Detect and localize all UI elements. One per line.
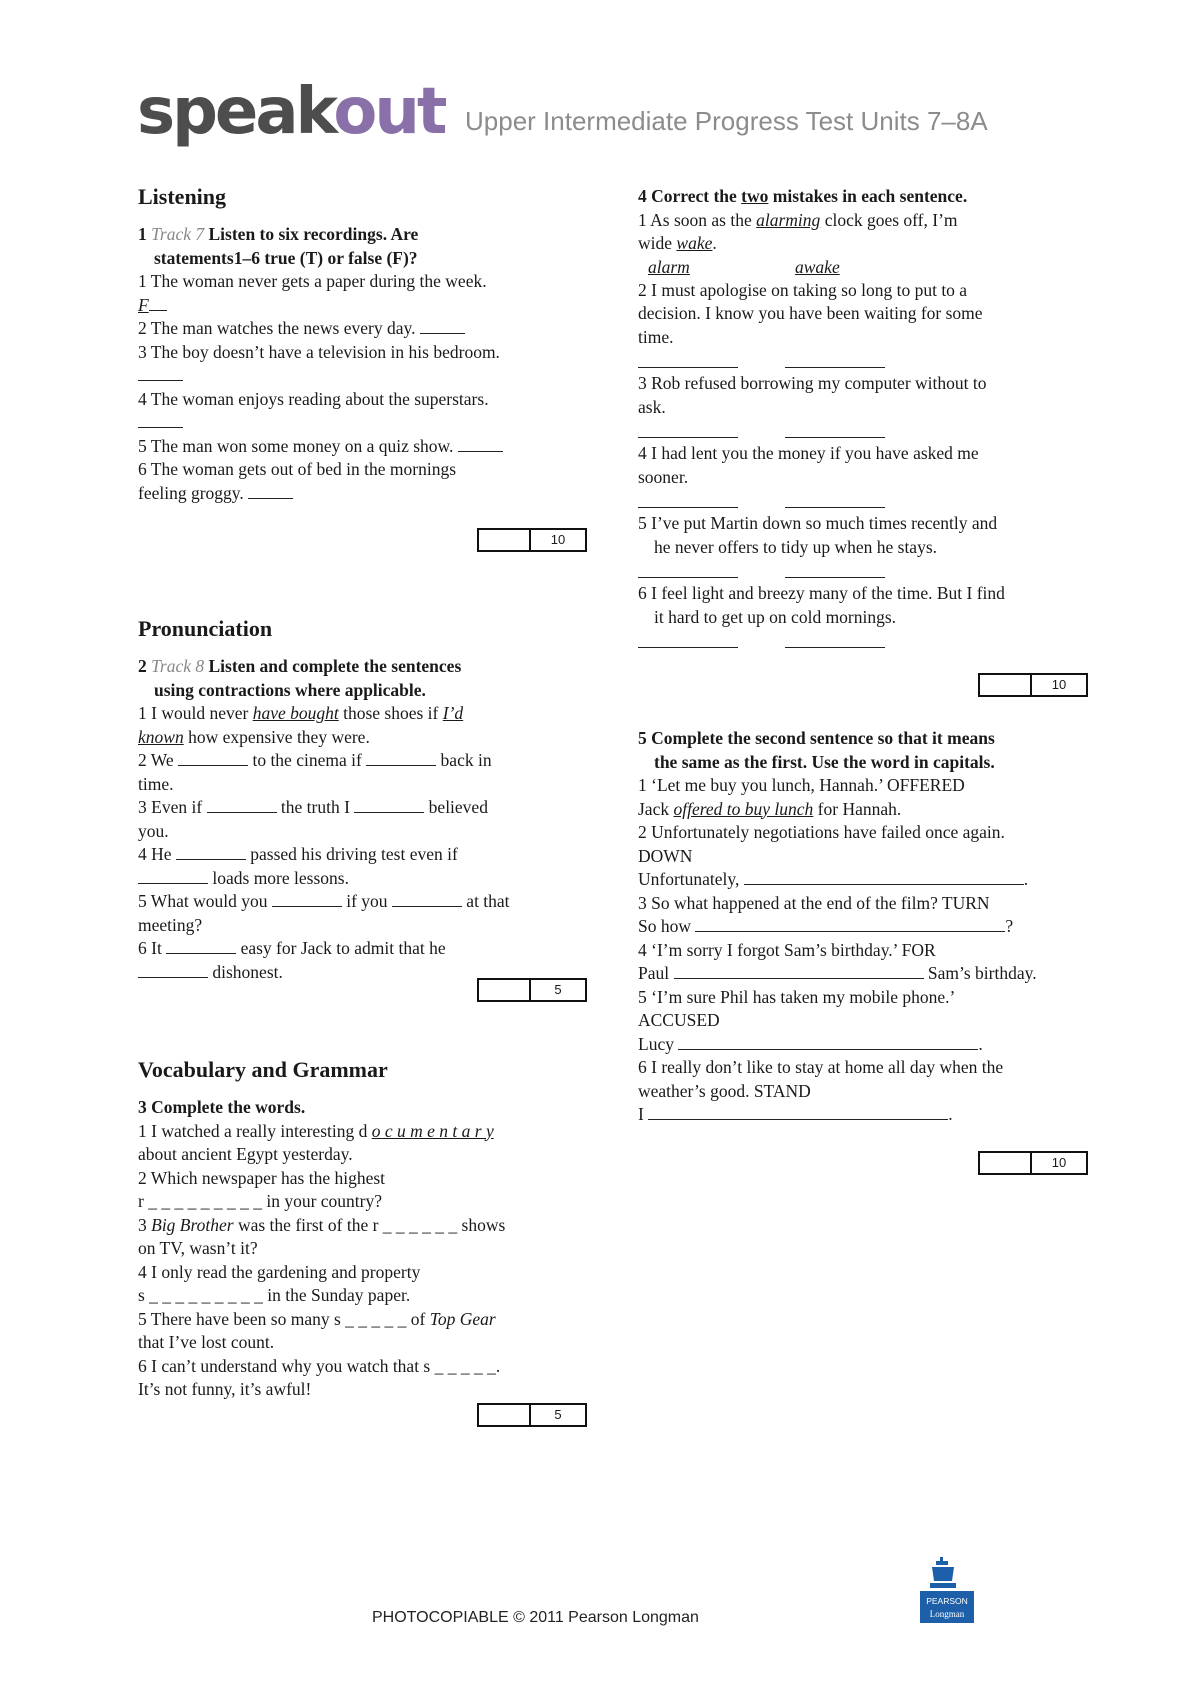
- answer-blank[interactable]: [138, 963, 208, 978]
- score-input[interactable]: [479, 530, 531, 550]
- score-total: 10: [550, 532, 566, 547]
- answer-blank[interactable]: [638, 563, 738, 578]
- answer-blank[interactable]: [458, 437, 503, 452]
- pronunciation-score-box[interactable]: [477, 978, 587, 1002]
- question-text: 3 The boy doesn’t have a television in his bedroom.: [138, 341, 500, 362]
- answer-blank[interactable]: [138, 366, 183, 381]
- question-text: It’s not funny, it’s awful!: [138, 1379, 312, 1399]
- question-text: to the cinema if: [252, 750, 362, 770]
- question-text: those shoes if: [343, 703, 439, 723]
- answer-example: offered to buy lunch: [673, 798, 814, 819]
- question-text: 1 The woman never gets a paper during the week.: [138, 271, 487, 291]
- answer-blank[interactable]: [638, 633, 738, 648]
- question-text: 2 I must apologise on taking so long to put to a: [638, 279, 968, 300]
- question-text: time.: [138, 773, 174, 794]
- answer-blank[interactable]: [785, 493, 885, 508]
- left-column: [138, 183, 568, 1402]
- answer-blank[interactable]: [354, 798, 424, 813]
- correction-pair: [638, 559, 1088, 582]
- task-number: 1: [138, 224, 147, 244]
- score-total: 10: [1051, 677, 1067, 692]
- logo-out: out: [333, 75, 445, 149]
- question-text: 4 He: [138, 844, 172, 864]
- track-label: Track 8: [151, 656, 205, 676]
- question-text: loads more lessons.: [212, 867, 349, 888]
- answer-blank[interactable]: [674, 964, 924, 979]
- question-text: at that: [466, 891, 510, 911]
- question-text: 6 I feel light and breezy many of the time. But I find: [638, 583, 1005, 603]
- question-text: 3 Even if: [138, 797, 203, 817]
- answer-example: wake: [676, 233, 713, 253]
- listening-title: Listening: [138, 184, 227, 209]
- question-text: 5 There have been so many s _ _ _ _ _ of: [138, 1308, 426, 1329]
- answer-blank[interactable]: [744, 870, 1024, 885]
- answer-blank[interactable]: [272, 892, 342, 907]
- answer-blank[interactable]: [366, 751, 436, 766]
- header: [137, 72, 1137, 152]
- answer-example: o c u m e n t a r y: [371, 1120, 494, 1141]
- correction-pair: [638, 256, 1088, 279]
- answer-blank[interactable]: [785, 563, 885, 578]
- question-text: if you: [346, 891, 388, 911]
- transformation-instruction: 5 Complete the second sentence so that it means: [638, 728, 995, 748]
- question-text: 6 I can’t understand why you watch that s _ _ _ _ _.: [138, 1355, 501, 1376]
- pronunciation-instruction: [138, 655, 568, 679]
- question-text: sooner.: [638, 466, 689, 487]
- instruction-emphasis: two: [741, 186, 769, 206]
- question-text: 2 Unfortunately negotiations have failed once again.: [638, 822, 1005, 842]
- question-text: was the first of the r _ _ _ _ _ _ shows: [237, 1214, 506, 1235]
- answer-blank[interactable]: [678, 1035, 978, 1050]
- question-text: Jack: [638, 798, 670, 819]
- track-label: Track 7: [151, 224, 205, 244]
- question-text: Lucy: [638, 1033, 674, 1054]
- sentence-transformation-section: 5 Complete the second sentence so that it means the same as the first. Use the word in capitals. 1 ‘Let me buy you lunch, Hannah.’ OFFERED Jack offered to buy lunch for Hannah. 2 Unfortunately negotiations have failed once again. DOWN Unfortunately, . 3 So what happened at the end of the film? TURN So how ? 4 ‘I’m sorry I forgot Sam’s birthday.’ FOR Paul Sam’s birthday. 5 ‘I’m sure Phil has taken my mobile phone.’ ACCUSED Lucy . 6 I really don’t like to stay at home all day when the weather’s good. STAND I .: [638, 727, 1088, 1127]
- question-text: the truth I: [280, 797, 350, 817]
- answer-blank[interactable]: [138, 413, 183, 428]
- answer-blank[interactable]: [785, 353, 885, 368]
- question-text: 4 ‘I’m sorry I forgot Sam’s birthday.’ FOR: [638, 939, 936, 960]
- question-text: he never offers to tidy up when he stays.: [654, 536, 938, 557]
- vocabulary-section: [138, 1056, 568, 1402]
- answer-example: alarming: [756, 209, 821, 230]
- question-text: meeting?: [138, 914, 203, 935]
- listening-instruction: [138, 223, 568, 247]
- question-text: Paul: [638, 963, 670, 983]
- question-text: 4 I had lent you the money if you have asked me: [638, 443, 979, 463]
- answer-example: known: [138, 726, 184, 747]
- vocabulary-instruction: 3 Complete the words.: [138, 1097, 306, 1117]
- question-text: s _ _ _ _ _ _ _ _ _ in the Sunday paper.: [138, 1285, 411, 1305]
- question-text: Unfortunately,: [638, 869, 740, 889]
- question-text: 3 Rob refused borrowing my computer without to: [638, 373, 987, 393]
- question-text: how expensive they were.: [188, 726, 370, 747]
- answer-blank[interactable]: [248, 484, 293, 499]
- question-text: time.: [638, 326, 674, 347]
- vocabulary-score-box[interactable]: [477, 1403, 587, 1427]
- vocabulary-title: Vocabulary and Grammar: [138, 1057, 388, 1082]
- question-text: Sam’s birthday.: [927, 963, 1037, 983]
- correction-pair: [638, 489, 1088, 512]
- question-text: 1 I would never: [138, 703, 249, 723]
- question-text: decision. I know you have been waiting for some: [638, 303, 983, 323]
- page-title: Upper Intermediate Progress Test Units 7–8A: [465, 106, 988, 136]
- longman-logo-text: Longman: [929, 1609, 965, 1619]
- pronunciation-title: Pronunciation: [138, 616, 273, 641]
- question-text: 6 It: [138, 938, 162, 958]
- mistakes-instruction: [638, 185, 1088, 209]
- question-text: 4 The woman enjoys reading about the superstars.: [138, 388, 489, 409]
- question-text: passed his driving test even if: [250, 844, 458, 864]
- correction-pair: [638, 629, 1088, 652]
- question-text: 2 The man watches the news every day.: [138, 318, 416, 338]
- question-text: r _ _ _ _ _ _ _ _ _ in your country?: [138, 1191, 382, 1211]
- answer-blank[interactable]: [166, 939, 236, 954]
- show-title: Top Gear: [429, 1308, 496, 1329]
- transformation-score-box[interactable]: [978, 1151, 1088, 1175]
- question-text: 1 ‘Let me buy you lunch, Hannah.’ OFFERED: [638, 775, 965, 795]
- answer-example: have bought: [252, 703, 339, 723]
- answer-blank[interactable]: [695, 917, 1005, 932]
- question-text: ask.: [638, 396, 666, 417]
- instruction-line: statements1–6 true (T) or false (F)?: [154, 247, 418, 268]
- question-text: 1 As soon as the: [638, 209, 752, 230]
- question-text: believed: [428, 797, 488, 817]
- question-text: weather’s good. STAND: [638, 1080, 811, 1101]
- answer-blank[interactable]: [392, 892, 462, 907]
- correction-pair: [638, 419, 1088, 442]
- answer-blank[interactable]: [638, 423, 738, 438]
- answer-example: awake: [795, 256, 840, 277]
- question-text: it hard to get up on cold mornings.: [654, 606, 897, 627]
- question-text: wide: [638, 233, 673, 253]
- right-column: [638, 185, 1088, 1127]
- show-title: Big Brother: [151, 1214, 234, 1235]
- instruction-line: Listen and complete the sentences: [208, 656, 462, 676]
- pearson-longman-logo: [918, 1555, 976, 1625]
- answer-blank[interactable]: [178, 751, 248, 766]
- score-input[interactable]: [980, 1153, 1032, 1173]
- answer-blank[interactable]: [785, 633, 885, 648]
- question-text: 1 I watched a really interesting d: [138, 1120, 368, 1141]
- answer-example: F: [138, 294, 149, 315]
- question-text: easy for Jack to admit that he: [240, 938, 446, 958]
- answer-blank[interactable]: [420, 319, 465, 334]
- score-input[interactable]: [479, 1405, 531, 1425]
- question-text: feeling groggy.: [138, 482, 244, 503]
- instruction-text: mistakes in each sentence.: [772, 186, 968, 206]
- instruction-text: 4 Correct the: [638, 186, 737, 206]
- pronunciation-section: [138, 615, 568, 984]
- answer-blank[interactable]: [638, 353, 738, 368]
- score-input[interactable]: [980, 675, 1032, 695]
- listening-section: [138, 183, 568, 505]
- question-text: clock goes off, I’m: [824, 209, 958, 230]
- question-text: 2 We: [138, 750, 174, 770]
- question-text: you.: [138, 820, 169, 841]
- answer-example: I’d: [442, 703, 464, 723]
- pearson-logo-text: PEARSON: [926, 1596, 968, 1606]
- question-text: DOWN: [638, 845, 693, 866]
- instruction-line: Listen to six recordings. Are: [208, 224, 419, 244]
- question-text: 5 The man won some money on a quiz show.: [138, 435, 454, 456]
- copyright-footer: PHOTOCOPIABLE © 2011 Pearson Longman: [372, 1609, 699, 1626]
- question-text: on TV, wasn’t it?: [138, 1238, 258, 1258]
- answer-blank[interactable]: [149, 296, 167, 311]
- score-input[interactable]: [479, 980, 531, 1000]
- question-text: for Hannah.: [817, 798, 902, 819]
- question-text: 3: [138, 1214, 147, 1235]
- question-text: 2 Which newspaper has the highest: [138, 1167, 386, 1188]
- question-text: I: [638, 1104, 644, 1124]
- question-text: back in: [440, 750, 492, 770]
- score-total: 5: [554, 982, 562, 997]
- question-text: 4 I only read the gardening and property: [138, 1261, 421, 1282]
- question-text: 6 The woman gets out of bed in the mornings: [138, 459, 457, 479]
- question-text: 6 I really don’t like to stay at home all day when the: [638, 1057, 1004, 1077]
- answer-blank[interactable]: [207, 798, 277, 813]
- question-text: 3 So what happened at the end of the film? TURN: [638, 892, 990, 913]
- answer-blank[interactable]: [638, 493, 738, 508]
- question-text: about ancient Egypt yesterday.: [138, 1144, 353, 1164]
- transformation-instruction: the same as the first. Use the word in capitals.: [654, 751, 995, 772]
- task-number: 2: [138, 656, 147, 676]
- question-text: 5 What would you: [138, 891, 268, 911]
- instruction-line: using contractions where applicable.: [154, 679, 426, 700]
- question-text: ACCUSED: [638, 1010, 720, 1030]
- question-text: 5 ‘I’m sure Phil has taken my mobile phone.’: [638, 986, 956, 1007]
- answer-blank[interactable]: [138, 869, 208, 884]
- score-total: 10: [1051, 1155, 1067, 1170]
- answer-example: alarm: [648, 256, 690, 277]
- listening-score-box[interactable]: [477, 528, 587, 552]
- logo-speak: speak: [137, 75, 334, 149]
- question-text: So how: [638, 916, 691, 936]
- answer-blank[interactable]: [176, 845, 246, 860]
- question-text: 5 I’ve put Martin down so much times recently and: [638, 513, 998, 533]
- question-text: dishonest.: [212, 961, 283, 982]
- score-total: 5: [554, 1407, 562, 1422]
- correction-pair: [638, 349, 1088, 372]
- mistakes-score-box[interactable]: [978, 673, 1088, 697]
- answer-blank[interactable]: [648, 1105, 948, 1120]
- question-text: that I’ve lost count.: [138, 1332, 275, 1352]
- correct-mistakes-section: 4 Correct the two mistakes in each sentence. 1 As soon as the alarming clock goes off, I’m wide wake. alarm awake 2 I must apologise on taking so long to put to a decision. I know you have been waiting for some time. 3 Rob refused borrowing my computer without to ask. 4 I had lent you the money if you have asked me sooner. 5 I’ve put Martin down so much times recently and he never offers to tidy up when he stays. 6 I feel light and breezy many of the time. But I find it hard to get up on cold mornings.: [638, 185, 1088, 652]
- answer-blank[interactable]: [785, 423, 885, 438]
- speakout-logo: [137, 72, 444, 152]
